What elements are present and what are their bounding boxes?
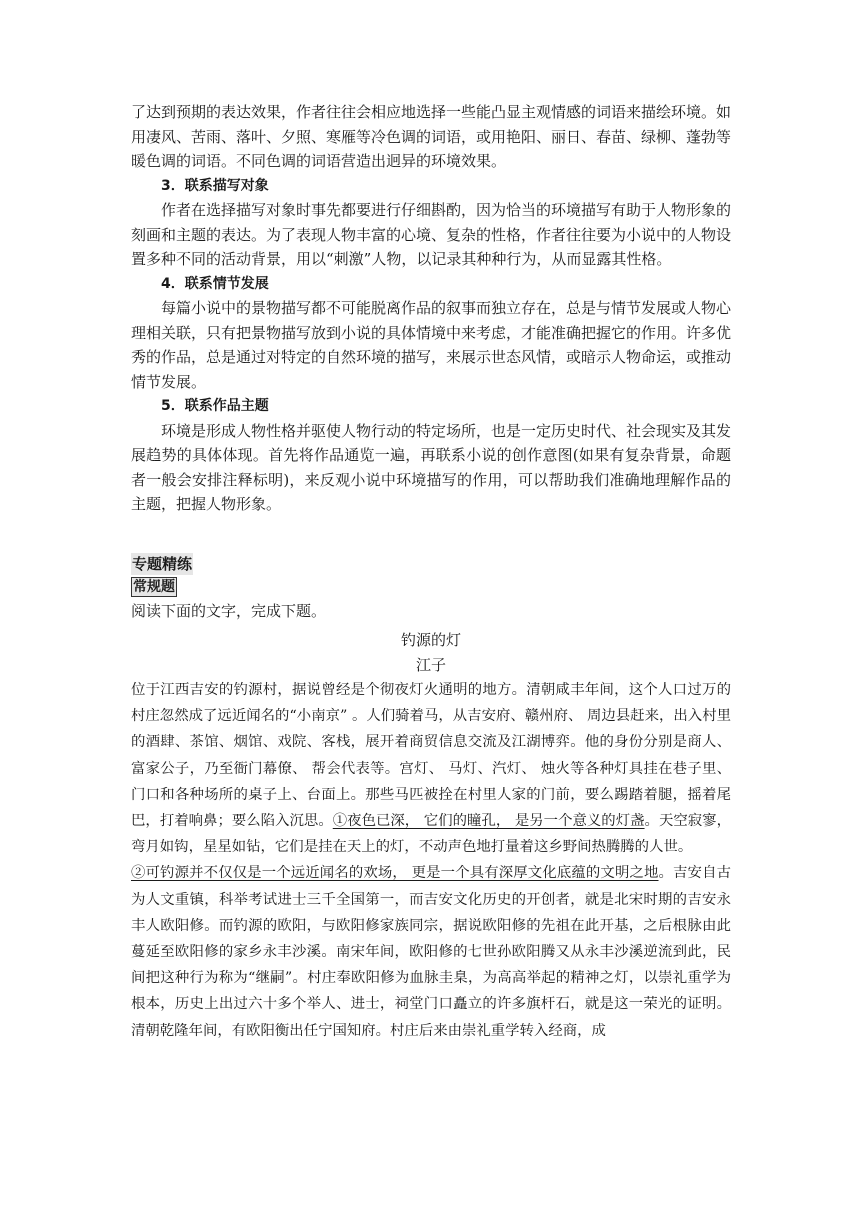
story-title: 钓源的灯 <box>400 631 461 649</box>
section-body-3: 作者在选择描写对象时事先都要进行仔细斟酌，因为恰当的环境描写有助于人物形象的刻画和主题的表达。为了表现人物丰富的心境、复杂的性格，作者往往要为小说中的人物设置多种不同的活动背景，用以“刺激”人物，以记录其种种行为，从而显露其性格。 <box>131 201 732 268</box>
page-content <box>131 100 731 1044</box>
story-author: 江子 <box>415 655 446 674</box>
section-heading-5: 5．联系作品主题 <box>161 398 269 414</box>
section-body-4: 每篇小说中的景物描写都不可能脱离作品的叙事而独立存在，总是与情节发展或人物心理相关联，只有把景物描写放到小说的具体情境中来考虑，才能准确把握它的作用。许多优秀的作品，总是通过对特定的自然环境的描写，来展示世态风情，或暗示人物命运，或推动情节发展。 <box>131 299 732 391</box>
underlined-sentence-1: ①夜色已深， 它们的瞳孔， 是另一个意义的灯盏 <box>332 813 645 830</box>
story-p1-text-b: 。天空寂寥，弯月如钩，星星如钻，它们是挂在天上的灯，不动声色地打量着这乡野间热腾腾的人世。 <box>131 813 731 856</box>
practice-header <box>131 553 731 575</box>
reading-instruction: 阅读下面的文字，完成下题。 <box>131 601 327 620</box>
underlined-sentence-2: ②可钓源并不仅仅是一个远近闻名的欢场， 更是一个具有深厚文化底蕴的文明之地 <box>131 865 659 882</box>
question-type-tag: 常规题 <box>133 578 175 595</box>
spacer <box>131 517 731 553</box>
section-heading-3: 3．联系描写对象 <box>161 177 269 194</box>
section-heading-4: 4．联系情节发展 <box>161 275 269 292</box>
section-body-5: 环境是形成人物性格并驱使人物行动的特定场所，也是一定历史时代、社会现实及其发展趋势的具体体现。首先将作品通览一遍，再联系小说的创作意图(如果有复杂背景，命题者一般会安排注释标明)，来反观小说中环境描写的作用，可以帮助我们准确地理解作品的主题，把握人物形象。 <box>131 421 732 513</box>
intro-paragraph: 了达到预期的表达效果，作者往往会相应地选择一些能凸显主观情感的词语来描绘环境。如用凄风、苦雨、落叶、夕照、寒雁等冷色调的词语，或用艳阳、丽日、春苗、绿柳、蓬勃等暖色调的词语。不同色调的词语营造出迥异的环境效果。 <box>131 103 732 170</box>
story-paragraph-2 <box>131 860 731 1043</box>
question-tag-row <box>131 576 731 598</box>
story-paragraph-1 <box>131 677 731 860</box>
story-p2-text-b: 。吉安自古为人文重镇，科举考试进士三千全国第一，而吉安文化历史的开创者，就是北宋时期的吉安永丰人欧阳修。而钓源的欧阳，与欧阳修家族同宗，据说欧阳修的先祖在此开基，之后根脉由此蔓延至欧阳修的家乡永丰沙溪。南宋年间，欧阳修的七世孙欧阳腾又从永丰沙溪逆流到此，民间把这种行为称为“继嗣”。村庄奉欧阳修为血脉圭臬，为高高举起的精神之灯，以崇礼重学为根本，历史上出过六十多个举人、进士，祠堂门口矗立的许多旗杆石，就是这一荣光的证明。清朝乾隆年间，有欧阳衡出任宁国知府。村庄后来由崇礼重学转入经商，成 <box>131 865 731 1039</box>
story-p1-text-a: 位于江西吉安的钓源村，据说曾经是个彻夜灯火通明的地方。清朝咸丰年间，这个人口过万的村庄忽然成了远近闻名的“小南京” 。人们骑着马，从吉安府、赣州府、 周边县赶来，出入村里的酒肆、茶馆、烟馆、戏院、客栈，展开着商贸信息交流及江湖博弈。他的身份分别是商人、富家公子，乃至衙门幕僚、 帮会代表等。宫灯、 马灯、汽灯、 烛火等各种灯具挂在巷子里、 门口和各种场所的桌子上、台面上。那些马匹被拴在村里人家的门前，要么踢踏着腿，摇着尾巴，打着响鼻；要么陷入沉思。 <box>131 682 731 830</box>
practice-section-title: 专题精练 <box>132 554 193 573</box>
